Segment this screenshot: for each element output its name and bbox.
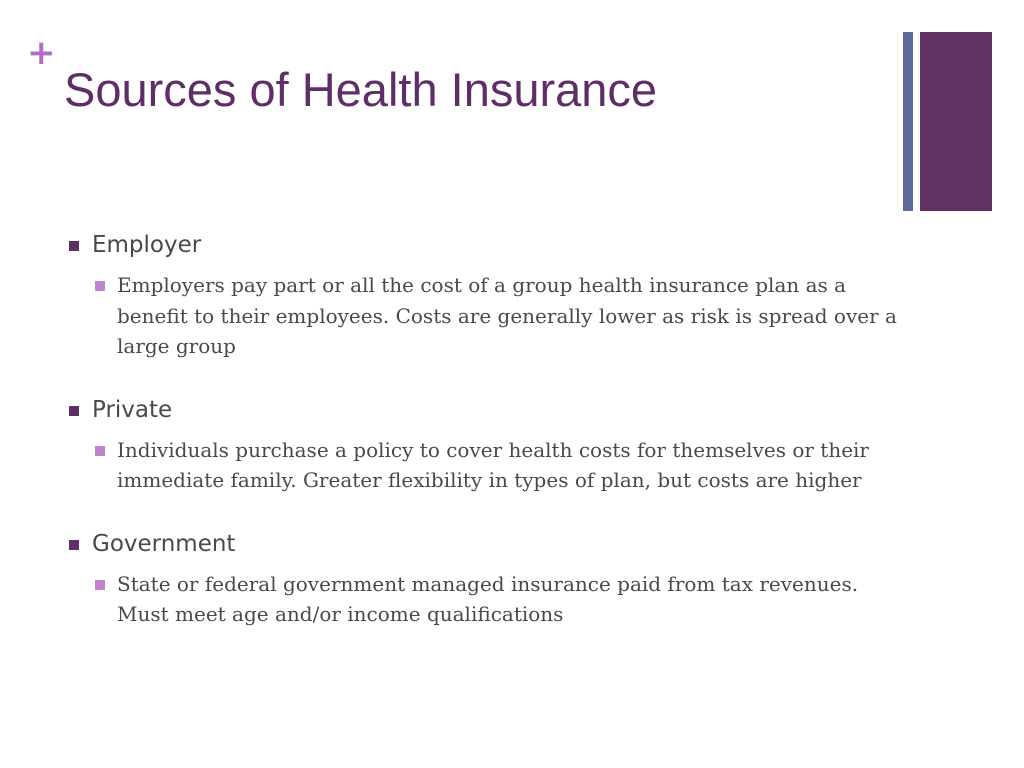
detail-text: Individuals purchase a policy to cover health costs for themselves or their immediate family. Greater flexibility in types of plan, but costs are higher [117, 437, 869, 492]
detail-text: State or federal government managed insurance paid from tax revenues. Must meet age and/or income qualifications [117, 571, 859, 626]
decorative-bar-thin [903, 32, 913, 211]
square-bullet-icon [95, 580, 105, 590]
list-item-detail [68, 270, 898, 362]
decorative-bar-thick [920, 32, 992, 211]
slide-title: Sources of Health Insurance [64, 63, 658, 116]
plus-icon: + [27, 33, 56, 73]
list-item-government [68, 529, 898, 630]
square-bullet-icon [69, 241, 79, 251]
square-bullet-icon [95, 446, 105, 456]
list-item-heading [68, 529, 898, 560]
list-item-heading [68, 395, 898, 426]
list-item-employer [68, 230, 898, 362]
heading-text: Employer [92, 232, 202, 258]
detail-text: Employers pay part or all the cost of a group health insurance plan as a benefit to their employees. Costs are generally lower as risk is spread over a large group [117, 273, 897, 358]
square-bullet-icon [69, 540, 79, 550]
bullet-list [68, 230, 898, 663]
list-item-detail [68, 435, 898, 496]
list-item-private [68, 395, 898, 496]
list-item-detail [68, 569, 898, 630]
square-bullet-icon [95, 281, 105, 291]
square-bullet-icon [69, 406, 79, 416]
heading-text: Government [92, 530, 236, 557]
list-item-heading [68, 230, 898, 261]
heading-text: Private [92, 396, 173, 423]
